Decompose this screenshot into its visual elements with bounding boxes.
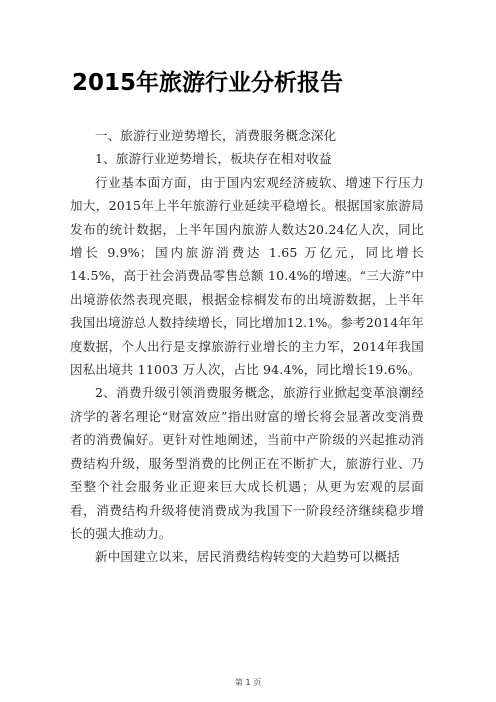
document-title: 2015年旅游行业分析报告 [72, 70, 344, 96]
paragraph: 2、消费升级引领消费服务概念，旅游行业掀起变革浪潮经济学的著名理论“财富效应”指出财富的增长将会显著改变消费者的消费偏好。更针对性地阐述，当前中产阶级的兴起推动消费结构升级，服务型消费的比例正在不断扩大，旅游行业、乃至整个社会服务业正迎来巨大成长机遇；从更为宏观的层面看，消费结构升级将使消费成为我国下一阶段经济继续稳步增长的强大推动力。 [70, 385, 424, 541]
section-heading: 一、旅游行业逆势增长，消费服务概念深化 [95, 128, 337, 143]
page-number: 第 1 页 [234, 678, 262, 687]
subsection-heading: 1、旅游行业逆势增长，板块存在相对收益 [95, 151, 332, 167]
paragraph: 行业基本面方面，由于国内宏观经济疲软、增速下行压力加大，2015年上半年旅游行业延续平稳增长。根据国家旅游局发布的统计数据，上半年国内旅游人数达20.24亿人次，同比增长 9.9%；国内旅游消费达 1.65 万亿元，同比增长14.5%，高于社会消费品零售总额 10.4%的增速。“三大游”中出境游依然表现亮眼，根据金棕榈发布的出境游数据，上半年我国出境游总人数持续增长，同比增加12.1%。参考2014年年度数据，个人出行是支撑旅游行业增长的主力军，2014年我国因私出境共 11003 万人次，占比 94.4%，同比增长19.6%。 [70, 174, 424, 378]
document-body [70, 124, 424, 569]
paragraph: 新中国建立以来，居民消费结构转变的大趋势可以概括 [95, 549, 400, 565]
